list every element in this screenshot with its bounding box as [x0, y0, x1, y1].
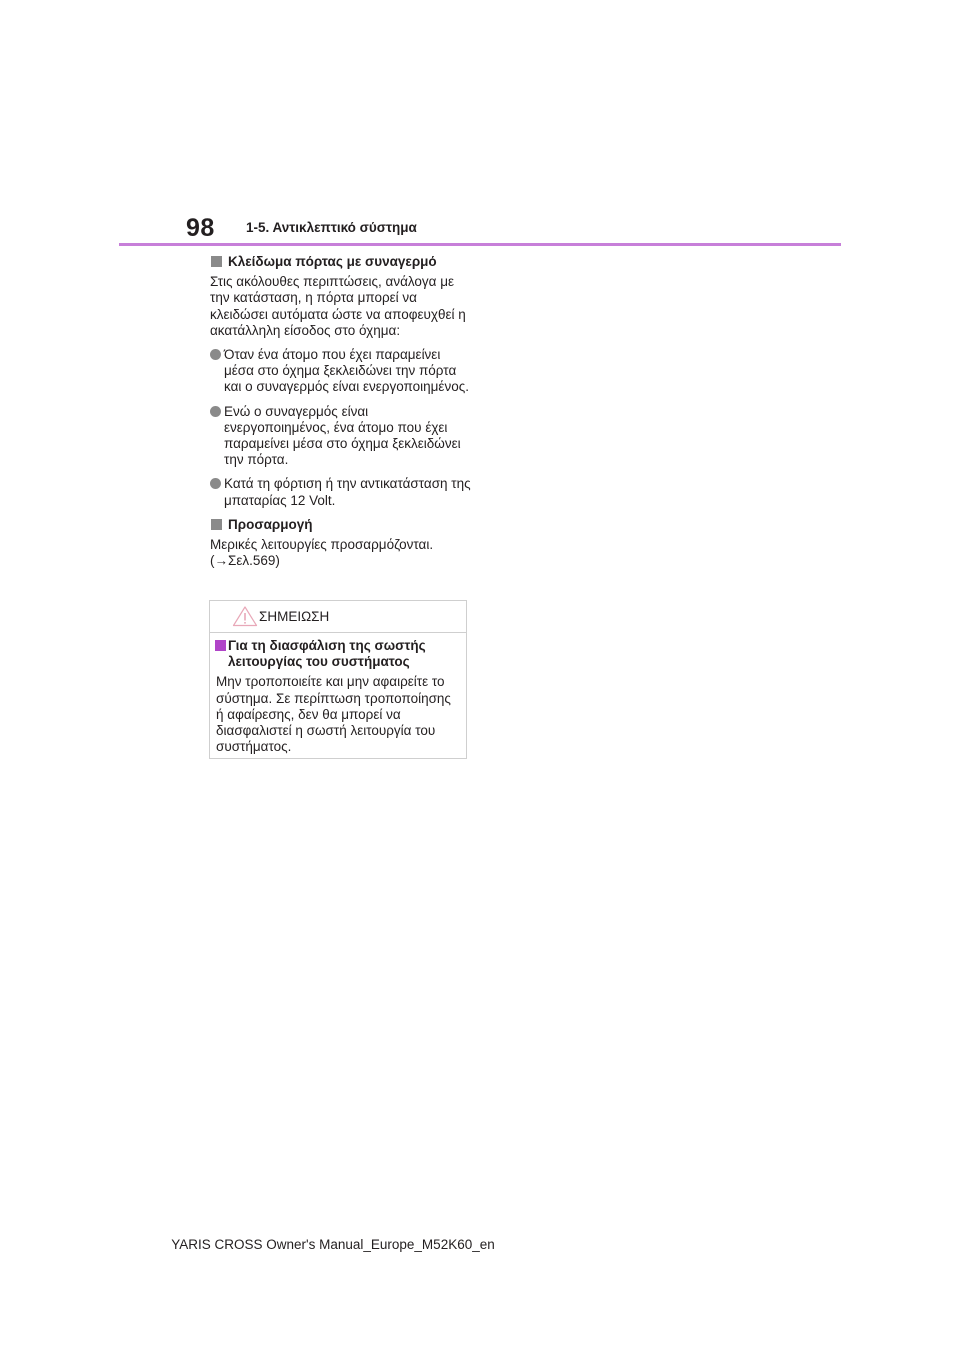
note-label: ΣΗΜΕΙΩΣΗ: [259, 609, 330, 624]
square-bullet-icon: [211, 256, 222, 267]
list-item: Κατά τη φόρτιση ή την αντικατάσταση της μπαταρίας 12 Volt.: [210, 476, 472, 508]
list-item: Όταν ένα άτομο που έχει παραμείνει μέσα στο όχημα ξεκλειδώνει την πόρτα και ο συναγερμός είναι ενεργοποιημένος.: [210, 347, 472, 396]
square-bullet-icon: [215, 640, 226, 651]
round-bullet-icon: [210, 406, 221, 417]
section-paragraph: Στις ακόλουθες περιπτώσεις, ανάλογα με την κατάσταση, η πόρτα μπορεί να κλειδώσει αυτόματα ώστε να αποφευχθεί η ακατάλληλη είσοδος στο όχημα:: [210, 274, 466, 338]
main-content: [210, 254, 472, 577]
page-reference-link[interactable]: (→Σελ.569): [210, 553, 280, 569]
round-bullet-icon: [210, 349, 221, 360]
square-bullet-icon: [211, 519, 222, 530]
section-paragraph: Μερικές λειτουργίες προσαρμόζονται. (→Σελ.569): [210, 537, 434, 569]
footer-text: YARIS CROSS Owner's Manual_Europe_M52K60_en: [171, 1237, 495, 1252]
header-rule: [119, 243, 841, 246]
section-heading-alarm-lock: Κλείδωμα πόρτας με συναγερμό: [210, 254, 472, 270]
list-item: Ενώ ο συναγερμός είναι ενεργοποιημένος, ένα άτομο που έχει παραμείνει μέσα στο όχημα ξεκλειδώνει την πόρτα.: [210, 404, 472, 469]
note-heading: Για τη διασφάλιση της σωστής λειτουργίας του συστήματος: [216, 638, 460, 670]
note-header: [210, 601, 466, 633]
note-box: [209, 600, 467, 759]
warning-triangle-icon: [232, 605, 258, 627]
section-title: 1-5. Αντικλεπτικό σύστημα: [246, 220, 417, 235]
section-heading-customization: Προσαρμογή: [210, 517, 472, 533]
round-bullet-icon: [210, 478, 221, 489]
page-number: 98: [186, 214, 215, 242]
note-text: Μην τροποποιείτε και μην αφαιρείτε το σύστημα. Σε περίπτωση τροποποίησης ή αφαίρεσης, δεν θα μπορεί να διασφαλιστεί η σωστή λειτουργία του συστήματος.: [216, 674, 451, 755]
note-body: [210, 633, 466, 755]
